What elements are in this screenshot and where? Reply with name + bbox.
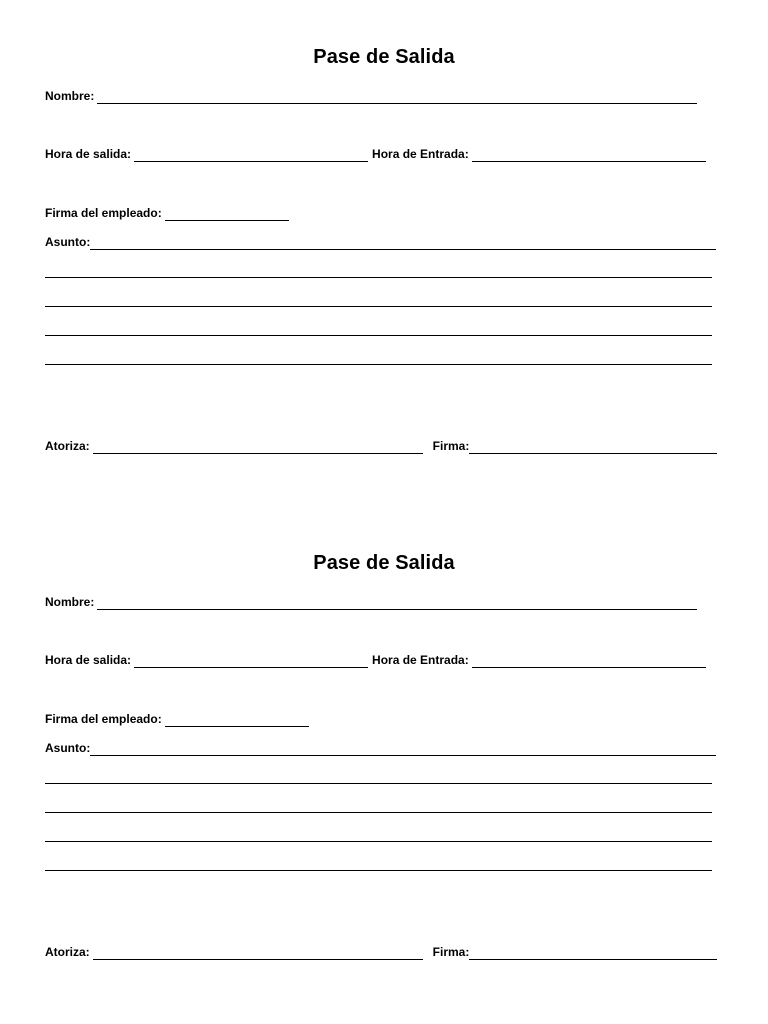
firma-field[interactable]: [469, 947, 717, 960]
hora-salida-label: Hora de salida:: [45, 147, 132, 161]
nombre-label: Nombre:: [45, 89, 95, 103]
asunto-label: Asunto:: [45, 235, 91, 249]
autoriza-row: [45, 942, 717, 960]
horas-row: [45, 144, 706, 162]
asunto-row: [45, 232, 716, 250]
autoriza-field[interactable]: [93, 947, 423, 960]
asunto-label: Asunto:: [45, 741, 91, 755]
firma-label: Firma:: [432, 439, 470, 453]
firma-label: Firma:: [432, 945, 470, 959]
firma-empleado-row: [45, 203, 289, 221]
asunto-line-3[interactable]: [45, 334, 712, 336]
asunto-line-3[interactable]: [45, 840, 712, 842]
exit-pass-form-2: [0, 506, 768, 1006]
hora-salida-label: Hora de salida:: [45, 653, 132, 667]
asunto-field[interactable]: [90, 743, 716, 756]
hora-salida-field[interactable]: [134, 149, 368, 162]
nombre-field[interactable]: [97, 597, 697, 610]
nombre-row: [45, 86, 697, 104]
hora-entrada-field[interactable]: [472, 149, 706, 162]
firma-empleado-label: Firma del empleado:: [45, 206, 162, 220]
asunto-line-1[interactable]: [45, 782, 712, 784]
autoriza-field[interactable]: [93, 441, 423, 454]
autoriza-label: Atoriza:: [45, 945, 90, 959]
nombre-field[interactable]: [97, 91, 697, 104]
hora-entrada-label: Hora de Entrada:: [372, 653, 469, 667]
nombre-row: [45, 592, 697, 610]
asunto-line-4[interactable]: [45, 363, 712, 365]
hora-salida-field[interactable]: [134, 655, 368, 668]
hora-entrada-label: Hora de Entrada:: [372, 147, 469, 161]
horas-row: [45, 650, 706, 668]
nombre-label: Nombre:: [45, 595, 95, 609]
hora-entrada-field[interactable]: [472, 655, 706, 668]
firma-empleado-label: Firma del empleado:: [45, 712, 162, 726]
asunto-row: [45, 738, 716, 756]
asunto-line-4[interactable]: [45, 869, 712, 871]
firma-empleado-field[interactable]: [165, 208, 289, 221]
asunto-field[interactable]: [90, 237, 716, 250]
autoriza-row: [45, 436, 717, 454]
asunto-line-1[interactable]: [45, 276, 712, 278]
autoriza-label: Atoriza:: [45, 439, 90, 453]
asunto-line-2[interactable]: [45, 811, 712, 813]
asunto-line-2[interactable]: [45, 305, 712, 307]
firma-empleado-field[interactable]: [165, 714, 309, 727]
form-title: Pase de Salida: [313, 46, 455, 68]
firma-empleado-row: [45, 709, 309, 727]
form-title: Pase de Salida: [313, 552, 455, 574]
exit-pass-form-1: [0, 0, 768, 500]
firma-field[interactable]: [469, 441, 717, 454]
